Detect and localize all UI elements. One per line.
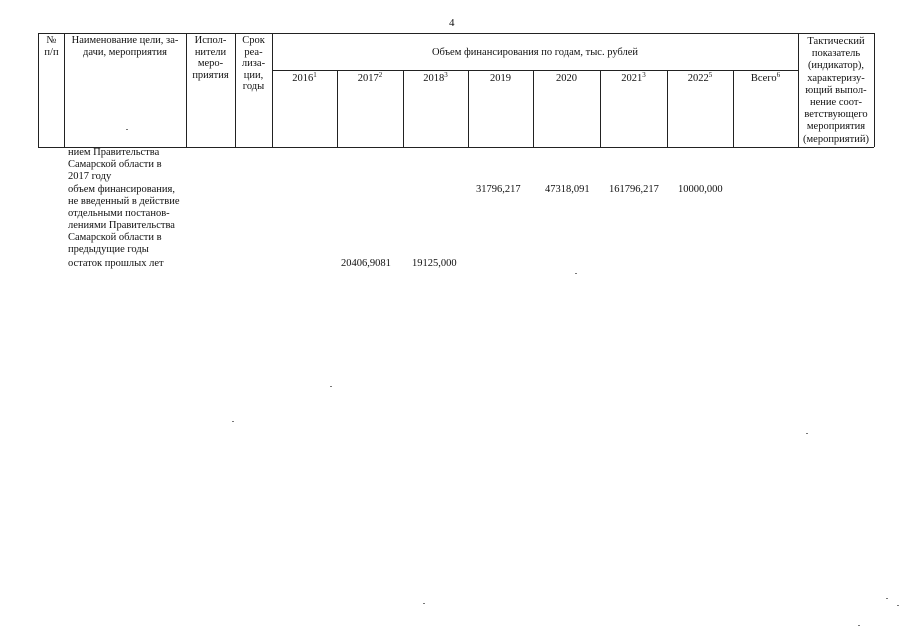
header-funding: Объем финансирования по годам, тыс. рублей (431, 47, 639, 58)
row-previous-balance: остаток прошлых лет (68, 258, 164, 269)
scan-speck (806, 433, 808, 434)
page-number: 4 (449, 17, 455, 29)
row-text-line: 2017 году (68, 171, 112, 182)
row-text-line: объем финансирования, (68, 184, 175, 195)
scan-speck (330, 386, 332, 387)
year-footnote: 3 (642, 71, 646, 79)
year-label: 2022 (687, 73, 709, 84)
year-label: Всего (750, 73, 777, 84)
year-header-2020 (533, 73, 600, 85)
value-2020: 47318,091 (545, 184, 590, 195)
header-num-line: п/п (44, 47, 59, 58)
header-num-line: № (46, 35, 57, 46)
header-executors (186, 35, 235, 81)
header-executors-line: Испол- (194, 35, 227, 46)
value-2021: 161796,217 (609, 184, 659, 195)
header-indicator-line: мероприятия (806, 121, 866, 133)
scan-speck (423, 603, 425, 604)
year-label: 2020 (556, 73, 577, 84)
header-num (38, 35, 65, 59)
row-text-line: Самарской области в (68, 159, 162, 170)
header-indicator-line: ветствующего (804, 109, 868, 121)
header-executors-line: приятия (192, 69, 229, 81)
year-header-2017 (337, 73, 403, 85)
year-label: 2016 (292, 73, 314, 84)
scan-speck (897, 605, 899, 606)
scan-speck (575, 273, 577, 274)
header-terms-line: Срок (242, 35, 265, 46)
row-text-line: предыдущие годы (68, 244, 149, 255)
year-label: 2019 (490, 73, 511, 84)
scan-speck (858, 625, 860, 626)
value-2019: 31796,217 (476, 184, 521, 195)
header-indicator-line: (индикатор), (807, 60, 865, 72)
header-bottom-border (38, 147, 874, 148)
year-header-2018 (403, 73, 468, 85)
header-executors-line: нители (194, 46, 227, 58)
header-indicator-line: ющий выпол- (805, 84, 867, 96)
header-indicator-line: характеризу- (807, 72, 865, 84)
header-terms (235, 35, 272, 93)
row-text-line: отдельными постанов- (68, 208, 170, 219)
scan-speck (886, 598, 888, 599)
year-header-total (733, 73, 798, 85)
header-name-line: Наименование цели, за- (71, 35, 179, 46)
col-border-13 (874, 33, 875, 147)
scan-speck (126, 129, 128, 130)
header-indicator-line: нение соот- (810, 97, 862, 109)
row-text-line: Самарской области в (68, 232, 162, 243)
row-unallocated-funding (68, 184, 180, 256)
header-indicator-line: (мероприятий) (803, 133, 869, 145)
header-terms-line: лиза- (241, 58, 266, 69)
row-text-line: не введенный в действие (68, 196, 180, 207)
header-terms-line: годы (242, 81, 265, 92)
value-2018: 19125,000 (412, 258, 457, 269)
years-divider (272, 70, 798, 71)
value-2022: 10000,000 (678, 184, 723, 195)
row-text-line: лениями Правительства (68, 220, 175, 231)
value-2017: 20406,9081 (341, 258, 391, 269)
year-label: 2021 (621, 73, 643, 84)
year-label: 2018 (423, 73, 445, 84)
header-indicator-line: показатель (811, 48, 861, 60)
header-indicator-line: Тактический (807, 36, 865, 47)
year-header-2019 (468, 73, 533, 85)
year-footnote: 5 (708, 71, 713, 79)
year-label: 2017 (357, 73, 379, 84)
header-terms-line: реа- (244, 46, 263, 58)
year-header-2021 (600, 73, 667, 85)
row-text-line: нием Правительства (68, 147, 160, 158)
year-footnote: 1 (313, 71, 317, 79)
header-indicator (798, 36, 874, 146)
table-top-border (38, 33, 874, 34)
year-header-2022 (667, 73, 733, 85)
year-footnote: 3 (444, 71, 448, 79)
row-continuation (68, 147, 162, 183)
header-name-line: дачи, мероприятия (83, 47, 167, 58)
year-footnote: 6 (776, 71, 781, 79)
year-header-2016 (272, 73, 337, 85)
scan-speck (232, 421, 234, 422)
year-footnote: 2 (378, 71, 383, 79)
header-executors-line: меро- (197, 58, 224, 69)
header-name (64, 35, 186, 59)
header-terms-line: ции, (243, 69, 264, 81)
